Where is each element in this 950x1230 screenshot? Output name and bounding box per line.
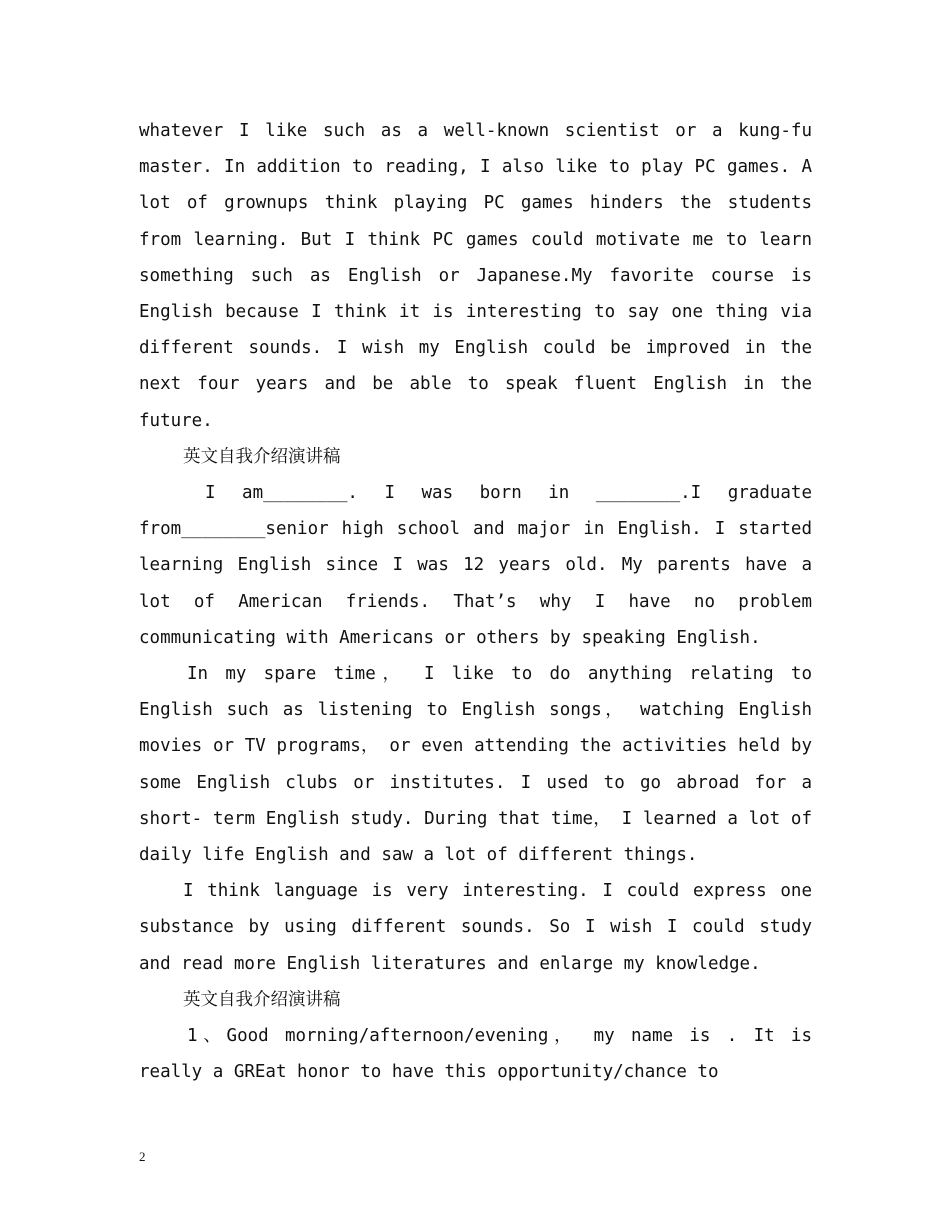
paragraph-greeting: 1、Good morning/afternoon/evening， my name is . It is really a GREat honor to have this opportunity/chance to	[139, 1026, 812, 1083]
document-body	[139, 113, 812, 1090]
section-heading: 英文自我介绍演讲稿	[183, 446, 341, 467]
page-number: 2	[139, 1149, 146, 1164]
paragraph-language: I think language is very interesting. I could express one substance by using different sounds. So I wish I could study and read more English literatures and enlarge my knowledge.	[139, 881, 812, 974]
paragraph-continuation: whatever I like such as a well-known scientist or a kung-fu master. In addition to reading, I also like to play PC games. A lot of grownups think playing PC games hinders the students from learning. But I think PC games could motivate me to learn something such as English or Japanese.My favorite course is English because I think it is interesting to say one thing via different sounds. I wish my English could be improved in the next four years and be able to speak fluent English in the future.	[139, 121, 812, 431]
section-heading: 英文自我介绍演讲稿	[183, 989, 341, 1010]
paragraph-intro: I am________. I was born in ________.I graduate from________senior high school and major in English. I started learning English since I was 12 years old. My parents have a lot of American friends. That’s why I have no problem communicating with Americans or others by speaking English.	[139, 483, 812, 648]
paragraph-spare-time: In my spare time， I like to do anything relating to English such as listening to English songs， watching English movies or TV programs， or even attending the activities held by some English clubs or institutes. I used to go abroad for a short- term English study. During that time， I learned a lot of daily life English and saw a lot of different things.	[139, 664, 812, 866]
